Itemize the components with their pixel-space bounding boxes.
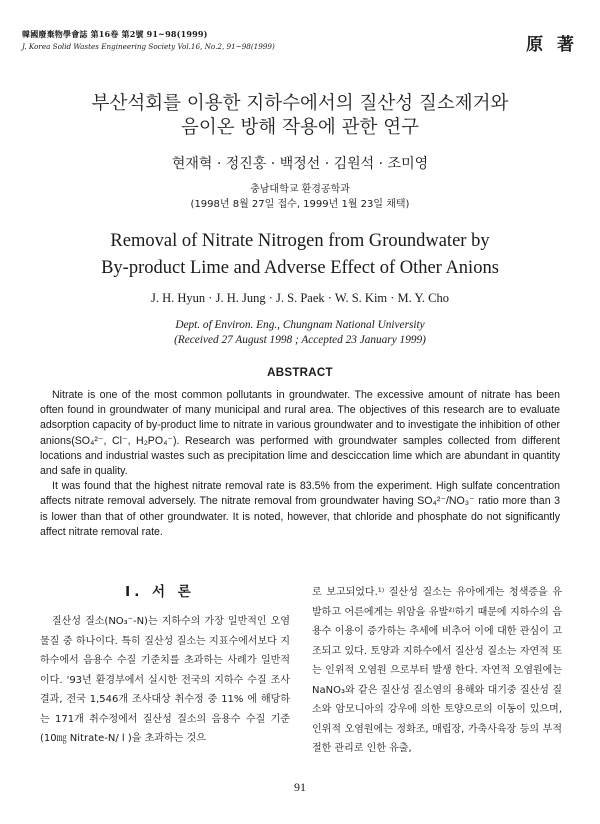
- page-number: 91: [294, 780, 306, 794]
- dates-korean: (1998년 8월 27일 접수, 1999년 1월 23일 채택): [190, 199, 410, 210]
- intro-paragraph-left: 질산성 질소(NO₃⁻-N)는 지하수의 가장 일반적인 오염물질 중 하나이다. 특히 질산성 질소는 지표수에서보다 지하수에서 음용수 수질 기준치를 초과하는 사례가 일반적이다. '93년 환경부에서 실시한 전국의 지하수 수질 조사 결과, 전국 1,546개 조사대상 취수정 중 11% 에 해당하는 171개 취수정에서 질산성 질소의 음용수 수질 기준(10㎎ Nitrate-N/ l )을 초과하는 것으: [40, 616, 290, 744]
- body-right-column: [312, 583, 562, 759]
- title-english-line1: Removal of Nitrate Nitrogen from Groundwater by: [110, 231, 490, 251]
- journal-header-korean: 韓國廢棄物學會誌 第16卷 第2號 91~98(1999): [22, 29, 208, 39]
- affiliation-english: Dept. of Environ. Eng., Chungnam National University: [175, 319, 425, 331]
- section-heading: I. 서 론: [125, 584, 195, 600]
- title-korean-line1: 부산석회를 이용한 지하수에서의 질산성 질소제거와: [91, 93, 509, 114]
- title-english-line2: By-product Lime and Adverse Effect of Other Anions: [101, 258, 499, 278]
- title-korean-line2: 음이온 방해 작용에 관한 연구: [181, 117, 419, 138]
- abstract-body: [40, 388, 560, 540]
- authors-english: J. H. Hyun · J. H. Jung · J. S. Paek · W. S. Kim · M. Y. Cho: [151, 291, 449, 305]
- intro-paragraph-right: 로 보고되었다.¹⁾ 질산성 질소는 유아에게는 청색증을 유발하고 어른에게는 위암을 유발²⁾하기 때문에 지하수의 음용수 이용이 증가하는 추세에 비추어 이에 대한 관심이 고조되고 있다. 토양과 지하수에서 질산성 질소는 자연적 또는 인위적 오염원 으로부터 발생 한다. 자연적 오염원에는 NaNO₃와 같은 질산성 질소염의 용해와 대기중 질산성 질소와 암모니아의 강우에 의한 토양으로의 이동이 있으며, 인위적 오염원에는 정화조, 매립장, 가축사육장 등의 부적절한 관리로 인한 유출,: [312, 587, 562, 754]
- abstract-heading: ABSTRACT: [267, 367, 333, 379]
- authors-korean: 현재혁 · 정진홍 · 백정선 · 김원석 · 조미영: [171, 156, 429, 172]
- journal-header-english: J. Korea Solid Wastes Engineering Society Vol.16, No.2, 91~98(1999): [22, 42, 275, 51]
- abstract-paragraph-1: Nitrate is one of the most common pollutants in groundwater. The excessive amount of nitrate has been often found in groundwater of many municipal and rural area. The objectives of this research are to evaluate adsorption capacity of by-product lime to nitrate in various groundwater and to investigate the inhibition of other anions(SO₄²⁻, Cl⁻, H₂PO₄⁻). Research was performed with groundwater samples collected from different locations and industrial wastes such as precipitation lime and desciccation lime which are abundant in quantity and safe in quality.: [40, 389, 560, 478]
- dates-english: (Received 27 August 1998 ; Accepted 23 January 1999): [174, 334, 426, 346]
- body-left-column: [40, 612, 290, 749]
- abstract-paragraph-2: It was found that the highest nitrate removal rate is 83.5% from the experiment. High sulfate concentration affects nitrate removal adversely. The nitrate removal from groundwater having SO₄²⁻/NO₃⁻ ratio more than 3 is lower than that of other groundwater. It is noted, however, that chloride and phosphate do not significantly affect nitrate removal rate.: [40, 480, 560, 538]
- affiliation-korean: 충남대학교 환경공학과: [250, 184, 350, 195]
- article-type-label: 原 著: [526, 35, 578, 55]
